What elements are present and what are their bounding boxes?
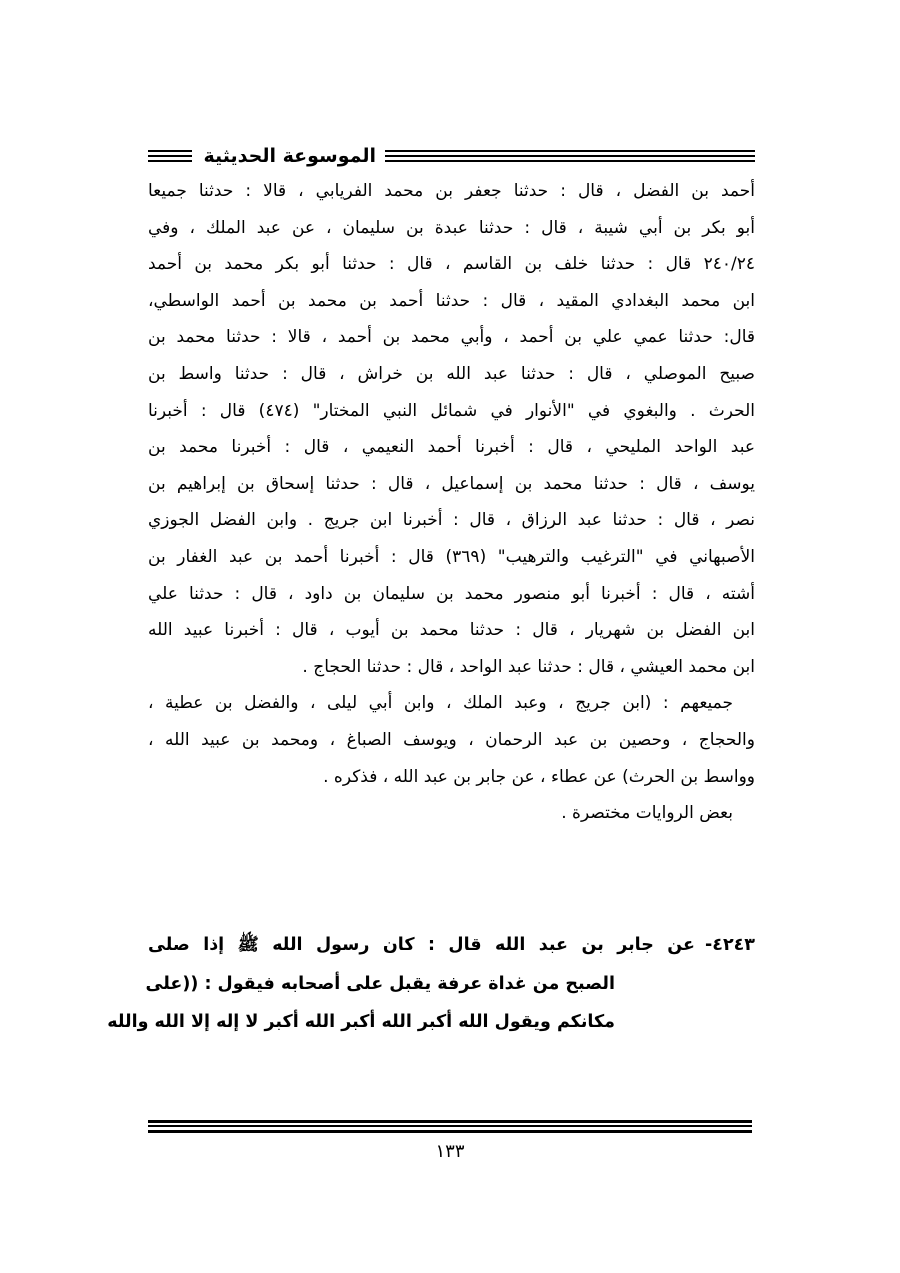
summary-line: والحجاج ، وحصين بن عبد الرحمان ، ويوسف الصباغ ، ومحمد بن عبيد الله ،: [148, 729, 755, 750]
abridgement-note: بعض الروايات مختصرة .: [561, 803, 733, 824]
page-number: ١٣٣: [435, 1141, 465, 1162]
hadith-number: ٤٢٤٣-: [705, 935, 755, 955]
hadith-line-1: [148, 926, 755, 965]
body-line: ابن محمد البغدادي المقيد ، قال : حدثنا أحمد بن محمد بن أحمد الواسطي،: [148, 290, 755, 311]
body-line: أحمد بن الفضل ، قال : حدثنا جعفر بن محمد الفريابي ، قالا : حدثنا جميعا: [148, 181, 755, 201]
body-line: أشته ، قال : أخبرنا أبو منصور محمد بن سليمان بن داود ، قال : حدثنا علي: [148, 583, 755, 604]
body-line: الأصبهاني في "الترغيب والترهيب" (٣٦٩) قال : أخبرنا أحمد بن عبد الغفار بن: [148, 546, 755, 567]
body-line: عبد الواحد المليحي ، قال : أخبرنا أحمد النعيمي ، قال : أخبرنا محمد بن: [148, 437, 755, 458]
page-header: [148, 142, 755, 170]
hadith-entry: [107, 926, 755, 1042]
body-line: أبو بكر بن أبي شيبة ، قال : حدثنا عبدة بن سليمان ، عن عبد الملك ، وفي: [148, 217, 755, 238]
header-rule-left: [148, 150, 192, 162]
header-title: الموسوعة الحديثية: [203, 145, 376, 167]
header-rule-right: [385, 150, 755, 162]
body-line: ابن محمد العيشي ، قال : حدثنا عبد الواحد ، قال : حدثنا الحجاج .: [302, 656, 755, 677]
body-line: الحرث . والبغوي في "الأنوار في شمائل النبي المختار" (٤٧٤) قال : أخبرنا: [148, 400, 755, 421]
hadith-line-2: الصبح من غداة عرفة يقبل على أصحابه فيقول : ((على: [145, 973, 615, 994]
footer-rule: [148, 1120, 752, 1133]
body-text: [148, 173, 755, 832]
body-line: نصر ، قال : حدثنا عبد الرزاق ، قال : أخبرنا ابن جريج . وابن الفضل الجوزي: [148, 510, 755, 531]
body-line: يوسف ، قال : حدثنا محمد بن إسماعيل ، قال : حدثنا إسحاق بن إبراهيم بن: [148, 473, 755, 494]
body-line: ٢٤٠/٢٤ قال : حدثنا خلف بن القاسم ، قال : حدثنا أبو بكر محمد بن أحمد: [148, 254, 755, 275]
summary-line: وواسط بن الحرث) عن عطاء ، عن جابر بن عبد الله ، فذكره .: [323, 766, 755, 787]
hadith-text: عن جابر بن عبد الله قال : كان رسول الله ﷺ إذا صلى: [148, 935, 695, 955]
body-line: ابن الفضل بن شهريار ، قال : حدثنا محمد بن أيوب ، قال : أخبرنا عبيد الله: [148, 620, 755, 641]
body-line: صبيح الموصلي ، قال : حدثنا عبد الله بن خراش ، قال : حدثنا واسط بن: [148, 363, 755, 384]
summary-line: جميعهم : (ابن جريج ، وعبد الملك ، وابن أبي ليلى ، والفضل بن عطية ،: [148, 693, 733, 714]
hadith-line-3: مكانكم ويقول الله أكبر الله أكبر الله أكبر لا إله إلا الله والله: [107, 1012, 615, 1032]
body-line: قال: حدثنا عمي علي بن أحمد ، وأبي محمد بن أحمد ، قالا : حدثنا محمد بن: [148, 327, 755, 348]
